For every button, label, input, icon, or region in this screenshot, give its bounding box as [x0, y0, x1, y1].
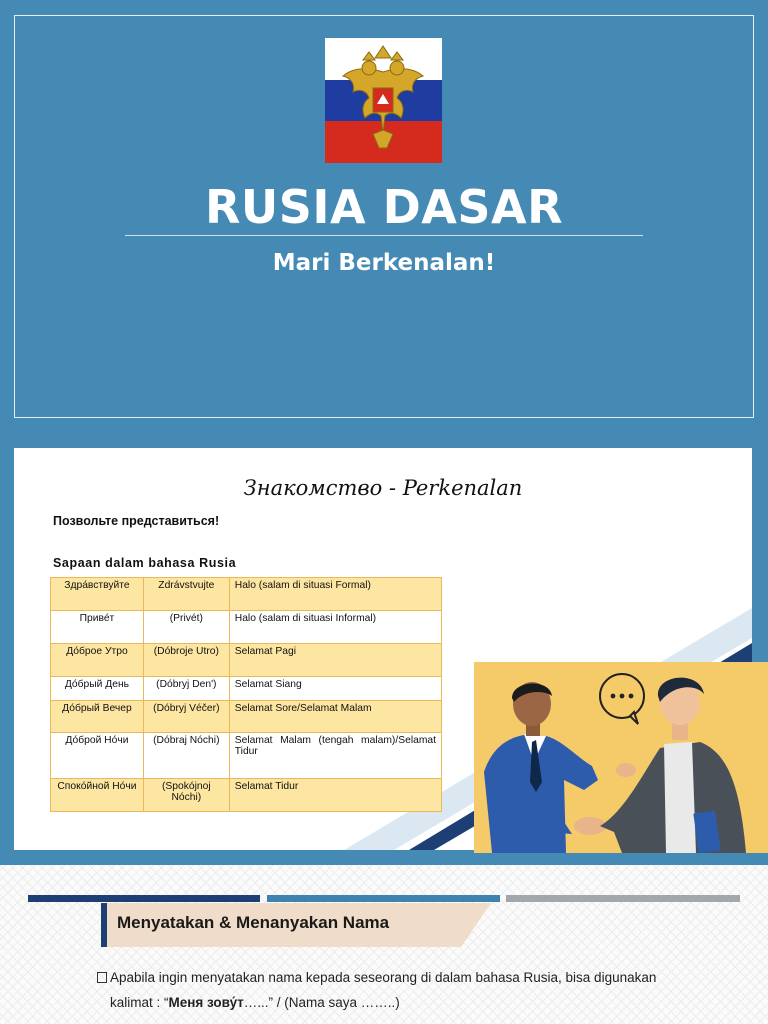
transliteration-cell: (Dóbroje Utro) [143, 644, 229, 677]
table-row [51, 644, 442, 677]
table-heading: Sapaan dalam bahasa Rusia [53, 556, 237, 570]
russian-cell: Здра́вствуйте [51, 578, 144, 611]
accent-bar-blue [267, 895, 500, 902]
meaning-cell: Selamat Malam (tengah malam)/Selamat Tidur [229, 733, 441, 779]
russian-phrase: Меня зову́т [168, 995, 244, 1010]
table-row [51, 677, 442, 701]
table-row [51, 611, 442, 644]
accent-bar-grey [506, 895, 740, 902]
russian-cell: Приве́т [51, 611, 144, 644]
meaning-cell: Halo (salam di situasi Informal) [229, 611, 441, 644]
slide-heading: Знакомство - Perkenalan [243, 476, 523, 500]
meaning-cell: Selamat Siang [229, 677, 441, 701]
transliteration-cell: (Dóbryj Den') [143, 677, 229, 701]
checkbox-bullet-icon [97, 972, 107, 983]
transliteration-cell: (Spokójnoj Nóchi) [143, 779, 229, 812]
bullet-line-1: Apabila ingin menyatakan nama kepada seseorang di dalam bahasa Rusia, bisa digunakan [110, 970, 657, 985]
russian-flag-coat-of-arms-icon [325, 38, 442, 163]
transliteration-cell: (Dóbraj Nóchi) [143, 733, 229, 779]
bullet-line-2-prefix: kalimat : “ [110, 995, 169, 1010]
russian-cell: До́брое Утро [51, 644, 144, 677]
bullet-line-2-suffix: …...” / (Nama saya ……..) [243, 995, 400, 1010]
intro-text: Позвольте представиться! [53, 514, 220, 528]
meaning-cell: Selamat Sore/Selamat Malam [229, 701, 441, 733]
presentation-subtitle: Mari Berkenalan! [272, 250, 496, 276]
transliteration-cell: Zdrávstvujte [143, 578, 229, 611]
accent-bar-dark [28, 895, 260, 902]
transliteration-cell: (Privét) [143, 611, 229, 644]
meaning-cell: Selamat Pagi [229, 644, 441, 677]
table-row [51, 779, 442, 812]
title-divider [125, 235, 643, 236]
meaning-cell: Halo (salam di situasi Formal) [229, 578, 441, 611]
explanation-bullet [97, 965, 737, 1015]
russian-cell: Споко́йной Но́чи [51, 779, 144, 812]
table-row [51, 701, 442, 733]
russian-cell: До́брой Но́чи [51, 733, 144, 779]
russian-cell: До́брый День [51, 677, 144, 701]
table-row [51, 733, 442, 779]
slide-names [0, 865, 768, 1024]
handshake-illustration-icon [474, 662, 768, 853]
russian-cell: До́брый Вечер [51, 701, 144, 733]
transliteration-cell: (Dóbryj Véčer) [143, 701, 229, 733]
greetings-table [50, 577, 442, 812]
section-heading: Menyatakan & Menanyakan Nama [117, 913, 390, 932]
table-row [51, 578, 442, 611]
meaning-cell: Selamat Tidur [229, 779, 441, 812]
presentation-title: RUSIA DASAR [204, 180, 564, 234]
slide-title [0, 0, 768, 445]
